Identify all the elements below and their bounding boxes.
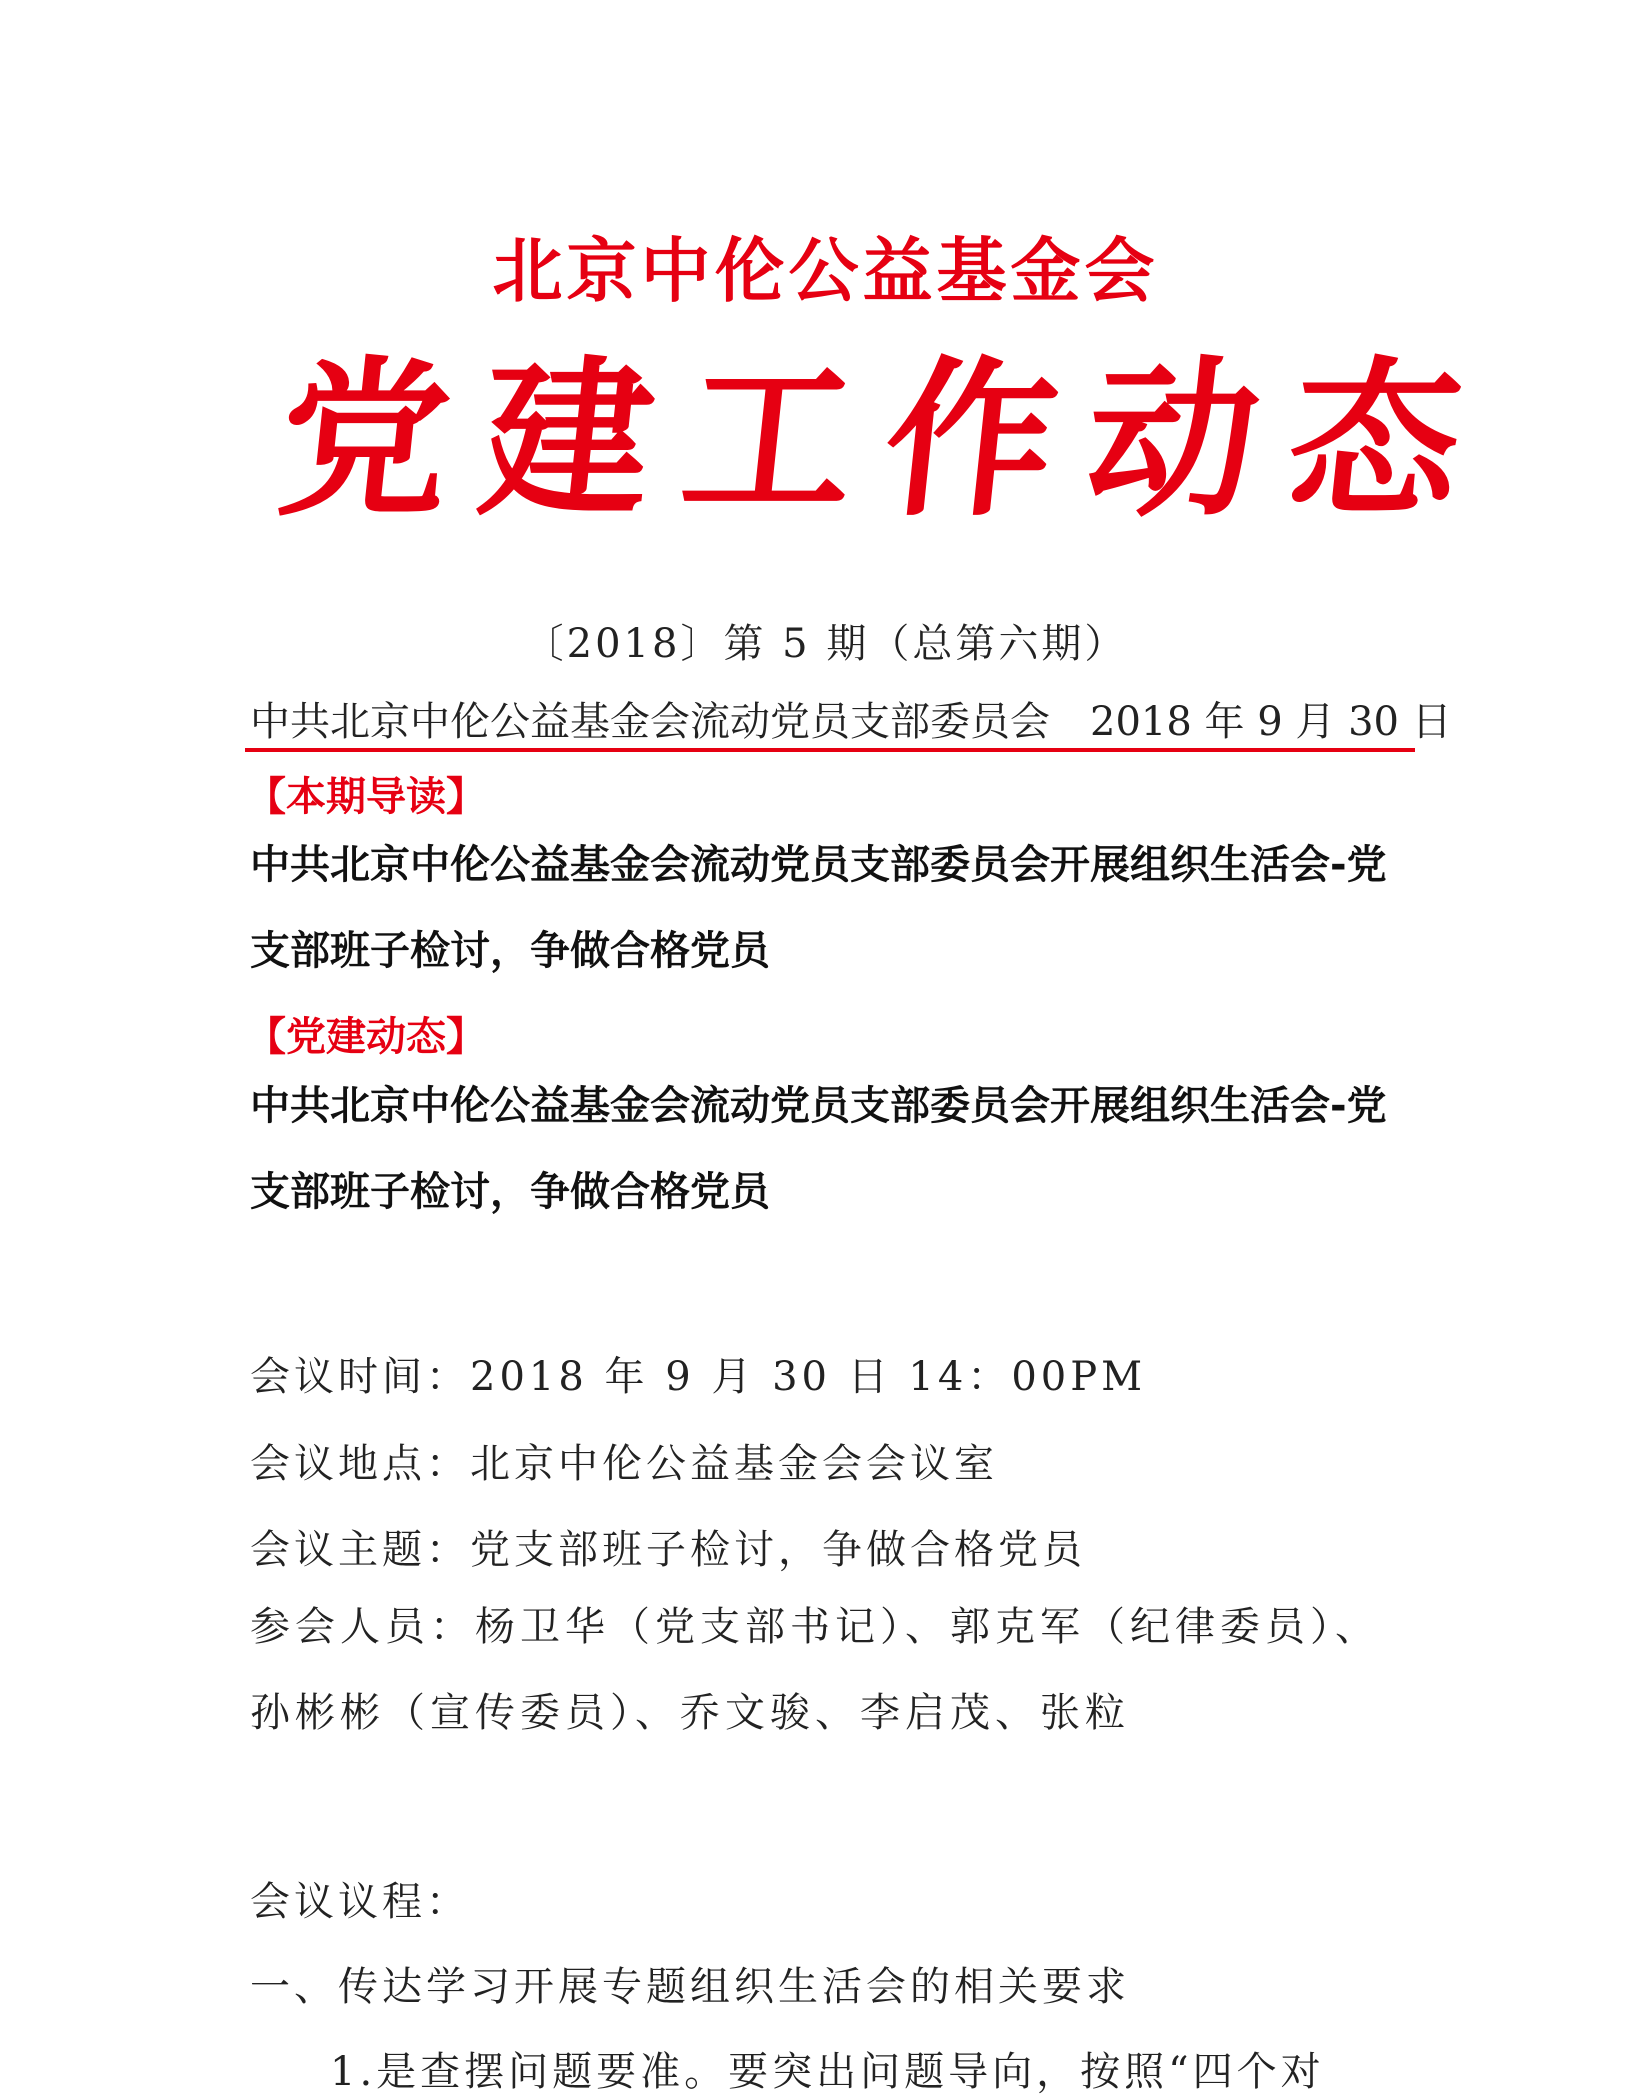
meeting-theme: 会议主题：党支部班子检讨，争做合格党员	[250, 1527, 1086, 1573]
issuer-name: 中共北京中伦公益基金会流动党员支部委员会	[250, 699, 1050, 745]
masthead-char: 态	[1279, 340, 1471, 540]
agenda-item-1-1: 1.是查摆问题要准。要突出问题导向，按照“四个对	[330, 2049, 1325, 2095]
meeting-location: 会议地点：北京中伦公益基金会会议室	[250, 1441, 998, 1487]
org-title: 北京中伦公益基金会	[492, 230, 1159, 312]
news-headline: 中共北京中伦公益基金会流动党员支部委员会开展组织生活会-党支部班子检讨，争做合格党员	[250, 1083, 1387, 1215]
guide-headline: 中共北京中伦公益基金会流动党员支部委员会开展组织生活会-党支部班子检讨，争做合格党员	[250, 842, 1387, 974]
masthead-char: 动	[1077, 340, 1269, 540]
agenda-item-1: 一、传达学习开展专题组织生活会的相关要求	[250, 1964, 1130, 2010]
masthead-char: 建	[471, 340, 663, 540]
masthead-char: 党	[269, 340, 461, 540]
issuer-row	[250, 690, 1452, 747]
agenda-label: 会议议程：	[250, 1879, 470, 1925]
meeting-attendees: 参会人员：杨卫华（党支部书记）、郭克军（纪律委员）、孙彬彬（宣传委员）、乔文骏、李启茂、张粒	[250, 1604, 1380, 1736]
issue-date: 2018 年 9 月 30 日	[1090, 699, 1452, 745]
news-label: 【党建动态】	[246, 1014, 486, 1060]
red-divider	[245, 748, 1415, 752]
masthead-char: 作	[875, 340, 1067, 540]
issue-number: 〔2018〕第 5 期（总第六期）	[523, 621, 1128, 667]
masthead-char: 工	[673, 340, 865, 540]
meeting-time: 会议时间：2018 年 9 月 30 日 14：00PM	[250, 1354, 1147, 1400]
guide-label: 【本期导读】	[246, 774, 486, 820]
masthead-title	[269, 340, 1471, 540]
